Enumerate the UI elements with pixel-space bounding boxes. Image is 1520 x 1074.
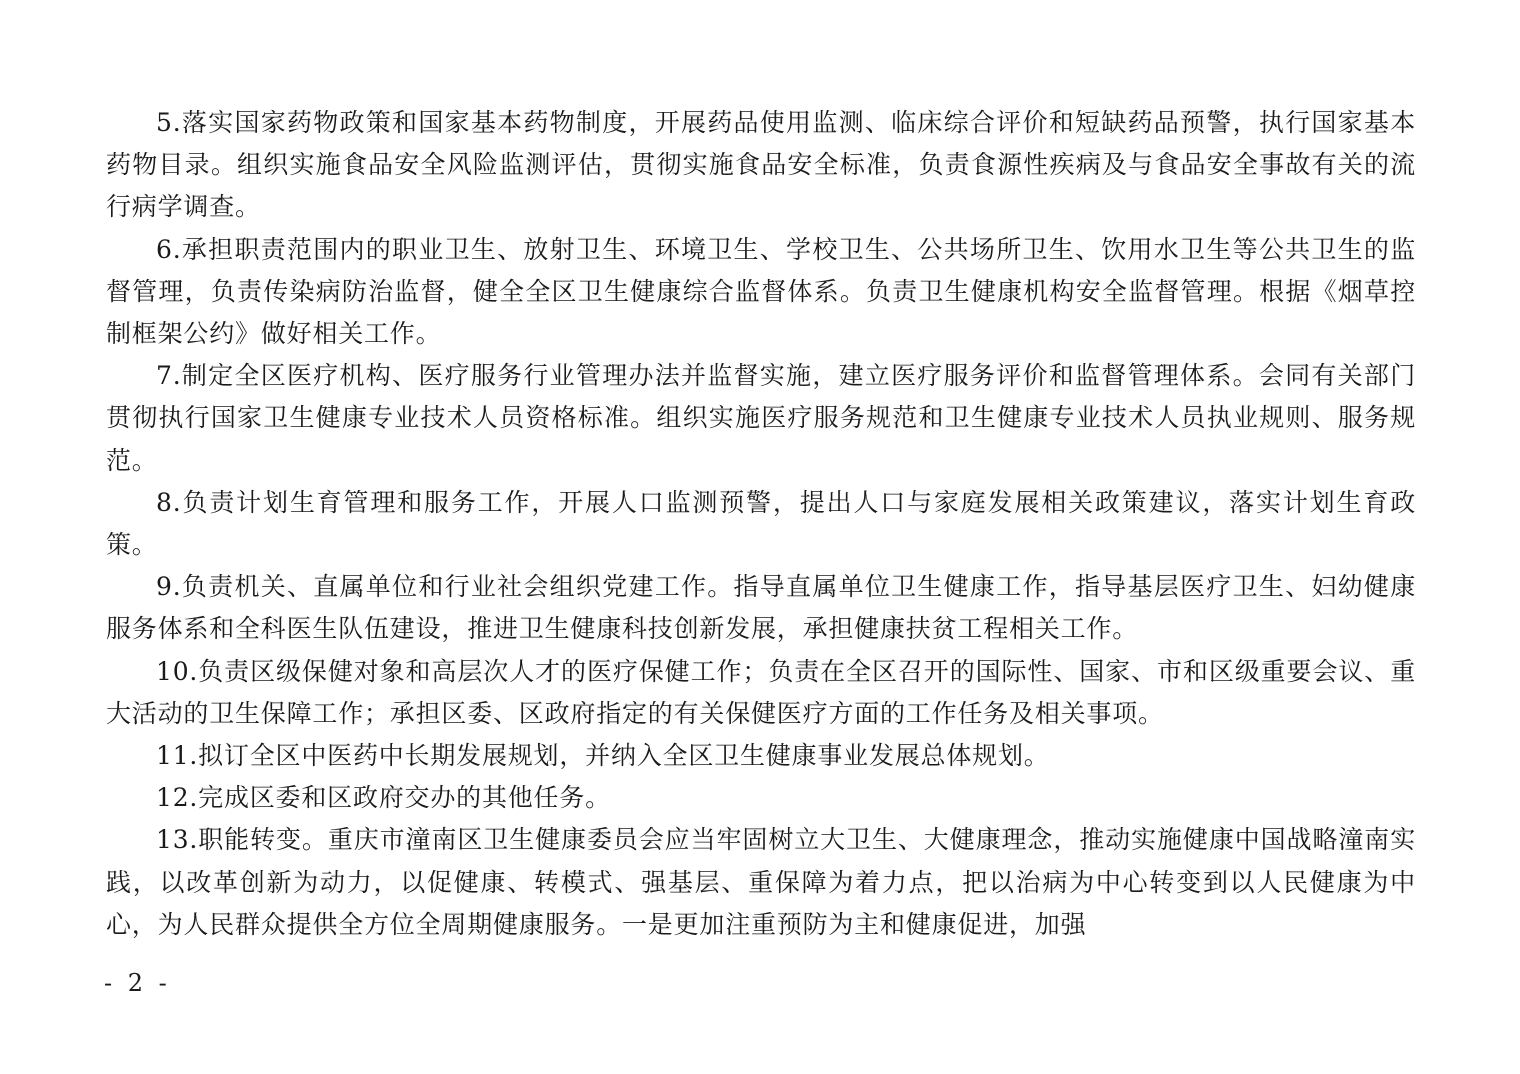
paragraph-6: 6.承担职责范围内的职业卫生、放射卫生、环境卫生、学校卫生、公共场所卫生、饮用水卫生等公共卫生的监督管理，负责传染病防治监督，健全全区卫生健康综合监督体系。负责卫生健康机构安全监督管理。根据《烟草控制框架公约》做好相关工作。 — [106, 234, 1416, 349]
paragraph-8: 8.负责计划生育管理和服务工作，开展人口监测预警，提出人口与家庭发展相关政策建议，落实计划生育政策。 — [106, 487, 1416, 560]
paragraph-5: 5.落实国家药物政策和国家基本药物制度，开展药品使用监测、临床综合评价和短缺药品预警，执行国家基本药物目录。组织实施食品安全风险监测评估，贯彻实施食品安全标准，负责食源性疾病及与食品安全事故有关的流行病学调查。 — [106, 108, 1416, 222]
paragraph-13: 13.职能转变。重庆市潼南区卫生健康委员会应当牢固树立大卫生、大健康理念，推动实施健康中国战略潼南实践，以改革创新为动力，以促健康、转模式、强基层、重保障为着力点，把以治病为中心转变到以人民健康为中心，为人民群众提供全方位全周期健康服务。一是更加注重预防为主和健康促进，加强 — [106, 825, 1416, 939]
paragraph-12: 12.完成区委和区政府交办的其他任务。 — [156, 783, 611, 813]
page-number: - 2 - — [104, 969, 171, 997]
paragraph-11: 11.拟订全区中医药中长期发展规划，并纳入全区卫生健康事业发展总体规划。 — [156, 741, 1050, 771]
paragraph-10: 10.负责区级保健对象和高层次人才的医疗保健工作；负责在全区召开的国际性、国家、市和区级重要会议、重大活动的卫生保障工作；承担区委、区政府指定的有关保健医疗方面的工作任务及相关事项。 — [106, 656, 1416, 728]
document-body — [106, 102, 1416, 946]
paragraph-7: 7.制定全区医疗机构、医疗服务行业管理办法并监督实施，建立医疗服务评价和监督管理体系。会同有关部门贯彻执行国家卫生健康专业技术人员资格标准。组织实施医疗服务规范和卫生健康专业技术人员执业规则、服务规范。 — [106, 361, 1416, 475]
paragraph-9: 9.负责机关、直属单位和行业社会组织党建工作。指导直属单位卫生健康工作，指导基层医疗卫生、妇幼健康服务体系和全科医生队伍建设，推进卫生健康科技创新发展，承担健康扶贫工程相关工作。 — [106, 572, 1416, 644]
